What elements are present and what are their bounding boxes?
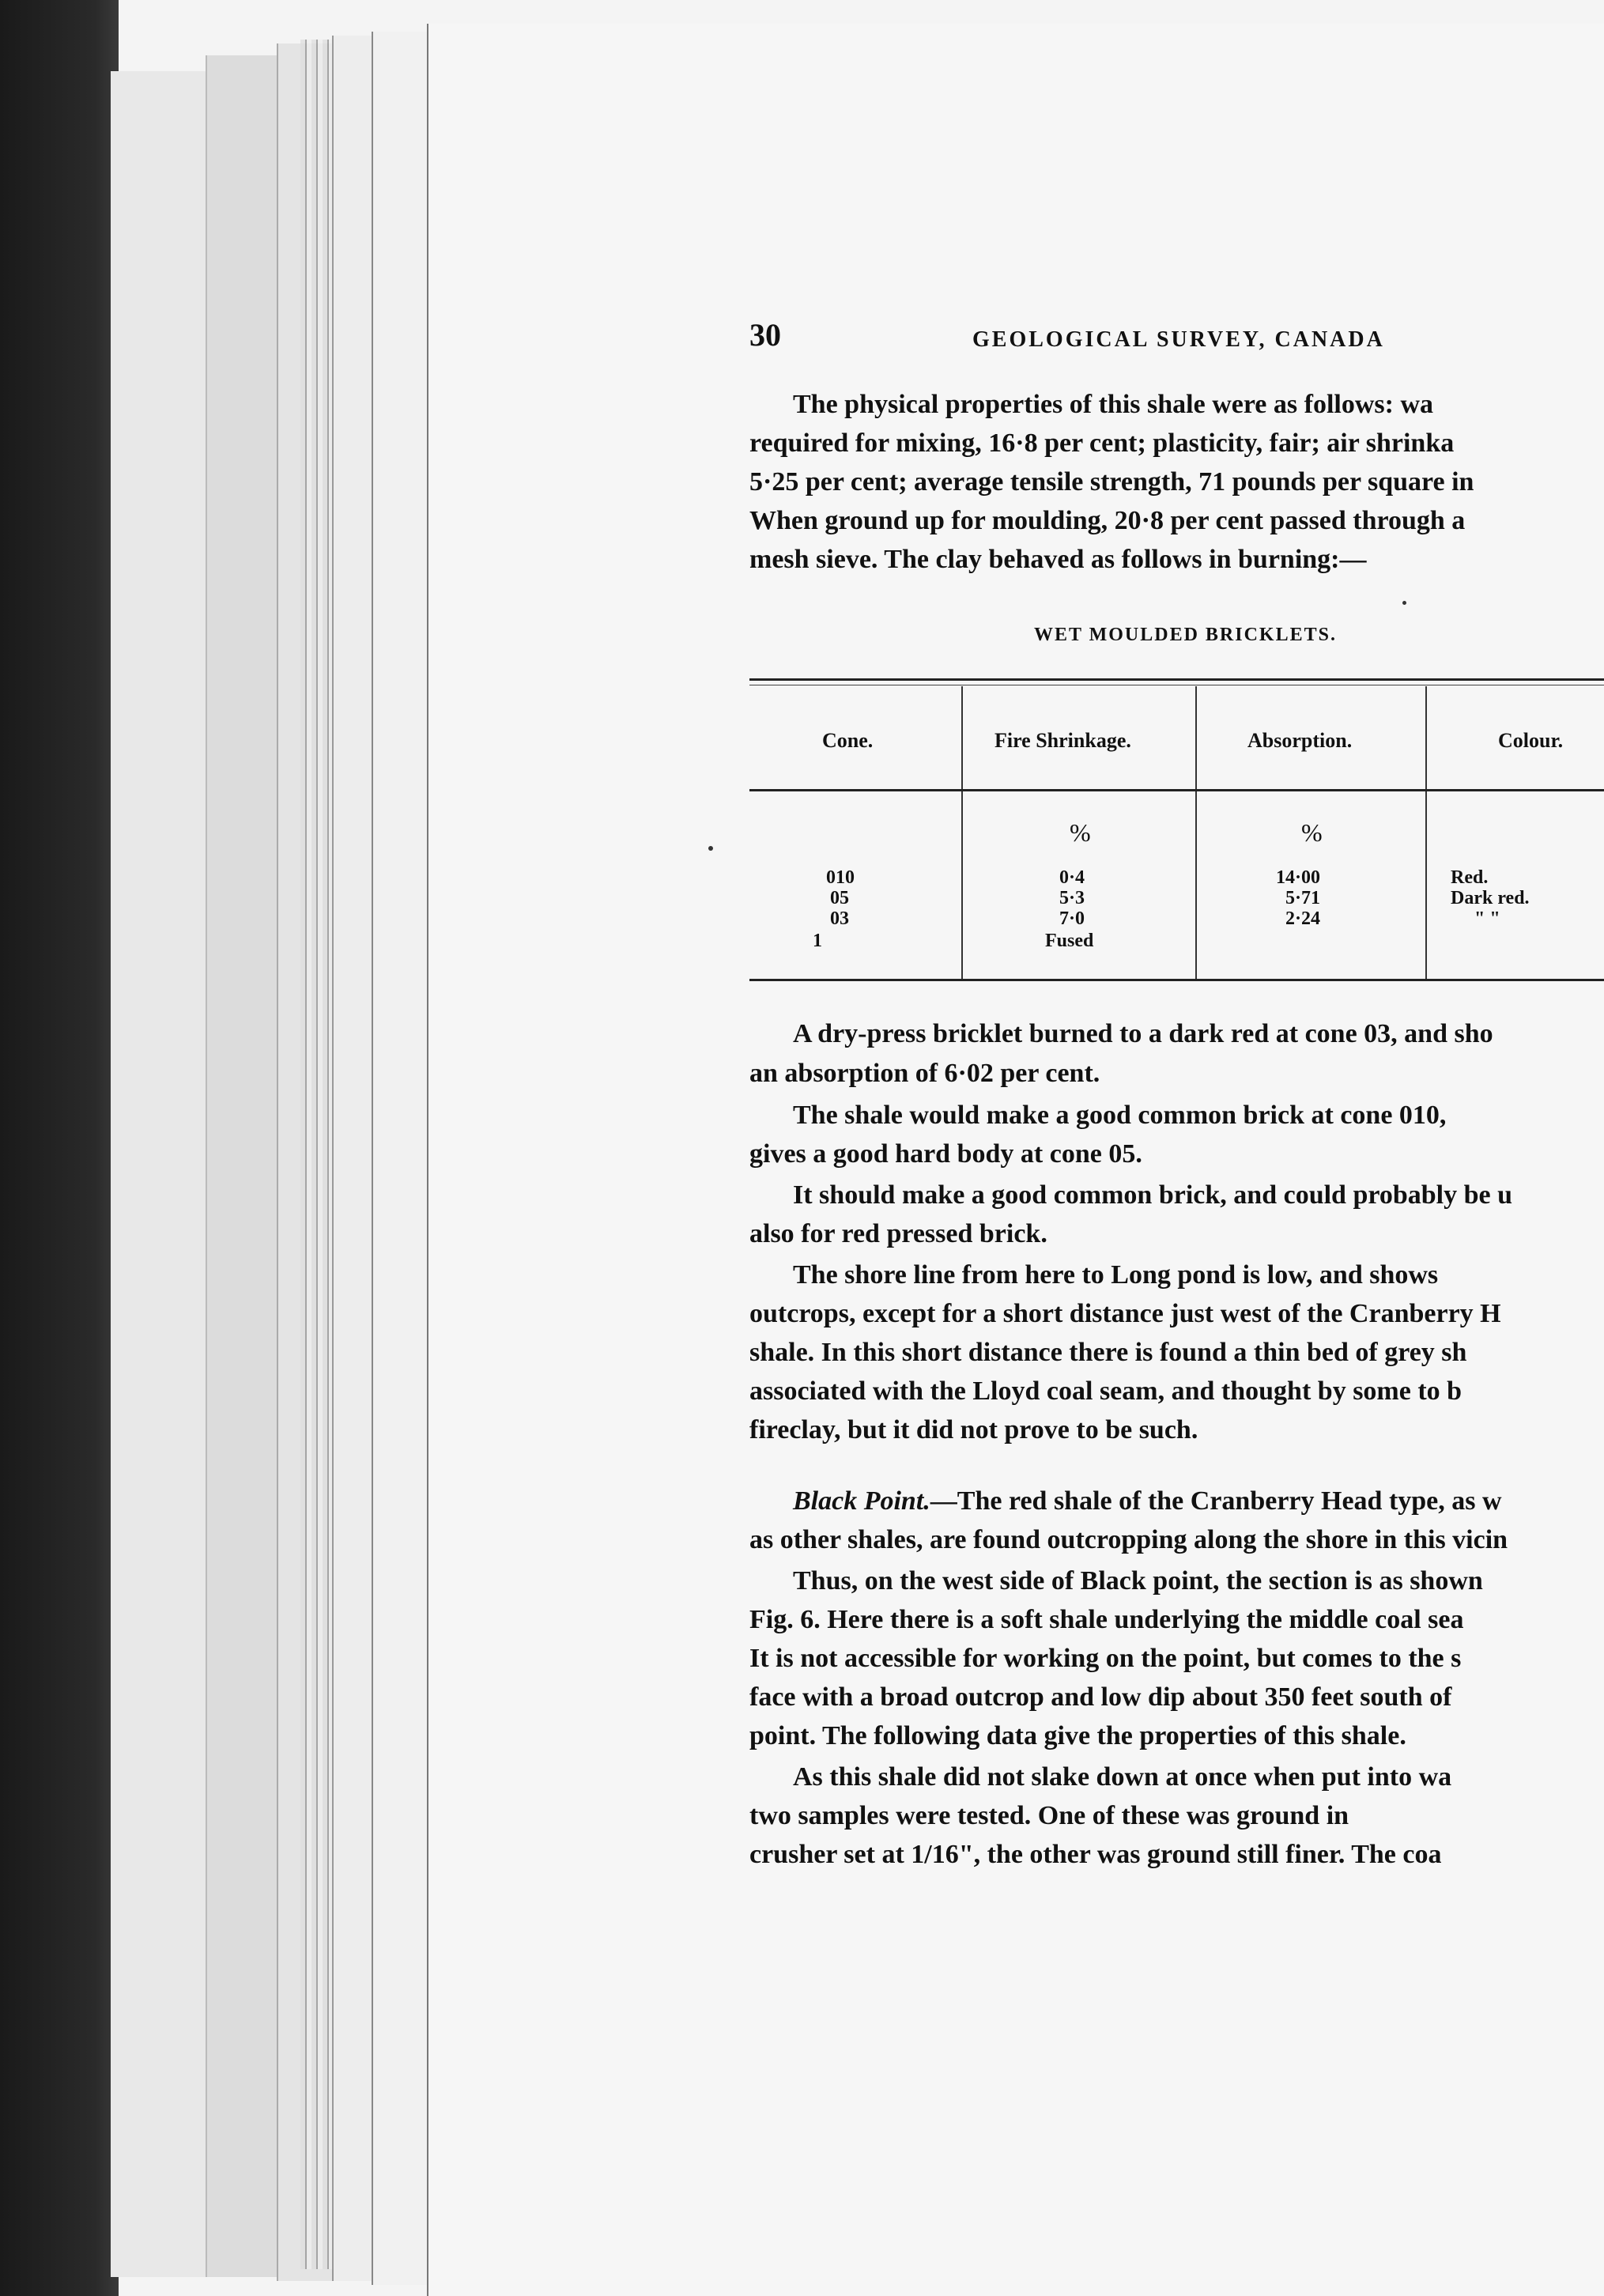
colour-value: Dark red. <box>1451 888 1530 908</box>
column-header-cone: Cone. <box>822 729 874 752</box>
table-divider <box>1425 686 1427 979</box>
text-line: It is not accessible for working on the point, but comes to the s <box>749 1644 1462 1673</box>
page-number: 30 <box>749 317 781 353</box>
text-line: an absorption of 6·02 per cent. <box>749 1059 1100 1088</box>
unit-percent: % <box>1070 818 1091 847</box>
colour-value: Red. <box>1451 867 1489 888</box>
text-line: Thus, on the west side of Black point, the section is as shown <box>793 1566 1483 1595</box>
table-title: WET MOULDED BRICKLETS. <box>1034 625 1337 645</box>
text-line: required for mixing, 16·8 per cent; plasticity, fair; air shrinka <box>749 429 1455 458</box>
scan-shadow <box>0 0 119 2296</box>
text-line: crusher set at 1/16", the other was ground still finer. The coa <box>749 1840 1442 1869</box>
text-line: fireclay, but it did not prove to be such. <box>749 1415 1198 1444</box>
table-divider <box>1195 686 1197 979</box>
cone-value: 010 <box>826 867 855 888</box>
text-line: two samples were tested. One of these was ground in <box>749 1801 1349 1830</box>
text-line: mesh sieve. The clay behaved as follows in burning:— <box>749 545 1367 574</box>
column-header-colour: Colour. <box>1498 729 1564 752</box>
fire-shrinkage-value: Fused <box>1045 931 1094 951</box>
text-line: face with a broad outcrop and low dip about 350 feet south of <box>749 1682 1452 1712</box>
fire-shrinkage-value: 0·4 <box>1059 867 1085 888</box>
table-divider <box>961 686 963 979</box>
absorption-value: 5·71 <box>1285 888 1321 908</box>
fire-shrinkage-value: 5·3 <box>1059 888 1085 908</box>
table-rule <box>749 678 1604 681</box>
text-line: outcrops, except for a short distance just west of the Cranberry H <box>749 1299 1501 1328</box>
text-line: A dry-press bricklet burned to a dark red at cone 03, and sho <box>793 1019 1493 1048</box>
text-line: As this shale did not slake down at once when put into wa <box>793 1762 1452 1792</box>
absorption-value: 14·00 <box>1276 867 1321 888</box>
unit-percent: % <box>1301 818 1323 847</box>
scan-speck <box>1402 601 1406 605</box>
text-line: The shale would make a good common brick at cone 010, <box>793 1101 1447 1130</box>
section-first-line <box>793 1482 1502 1520</box>
column-header-absorption: Absorption. <box>1247 729 1353 752</box>
cone-value: 03 <box>830 908 849 929</box>
text-line: as other shales, are found outcropping along the shore in this vicin <box>749 1525 1508 1554</box>
text-line: Fig. 6. Here there is a soft shale underlying the middle coal sea <box>749 1605 1464 1634</box>
cone-value: 1 <box>813 931 822 951</box>
text-line: associated with the Lloyd coal seam, and thought by some to b <box>749 1376 1462 1406</box>
text-line: It should make a good common brick, and could probably be u <box>793 1180 1513 1210</box>
absorption-value: 2·24 <box>1285 908 1321 929</box>
cone-value: 05 <box>830 888 849 908</box>
text-line: shale. In this short distance there is found a thin bed of grey sh <box>749 1338 1467 1367</box>
text-line: point. The following data give the properties of this shale. <box>749 1721 1406 1750</box>
fire-shrinkage-value: 7·0 <box>1059 908 1085 929</box>
text-line: When ground up for moulding, 20·8 per cent passed through a <box>749 506 1466 535</box>
text-line: 5·25 per cent; average tensile strength, 71 pounds per square in <box>749 467 1474 497</box>
colour-value: " " <box>1474 908 1500 929</box>
scan-speck <box>708 846 713 851</box>
table-rule <box>749 979 1604 981</box>
section-heading: Black Point. <box>793 1486 930 1516</box>
text-line: The shore line from here to Long pond is low, and shows <box>793 1260 1439 1290</box>
column-header-fire-shrinkage: Fire Shrinkage. <box>994 729 1131 752</box>
text-line: —The red shale of the Cranberry Head type, as w <box>930 1486 1502 1516</box>
table-rule <box>749 789 1604 791</box>
text-line: The physical properties of this shale were as follows: wa <box>793 390 1434 419</box>
text-line: also for red pressed brick. <box>749 1219 1047 1248</box>
running-head: GEOLOGICAL SURVEY, CANADA <box>972 327 1385 352</box>
text-line: gives a good hard body at cone 05. <box>749 1139 1142 1169</box>
